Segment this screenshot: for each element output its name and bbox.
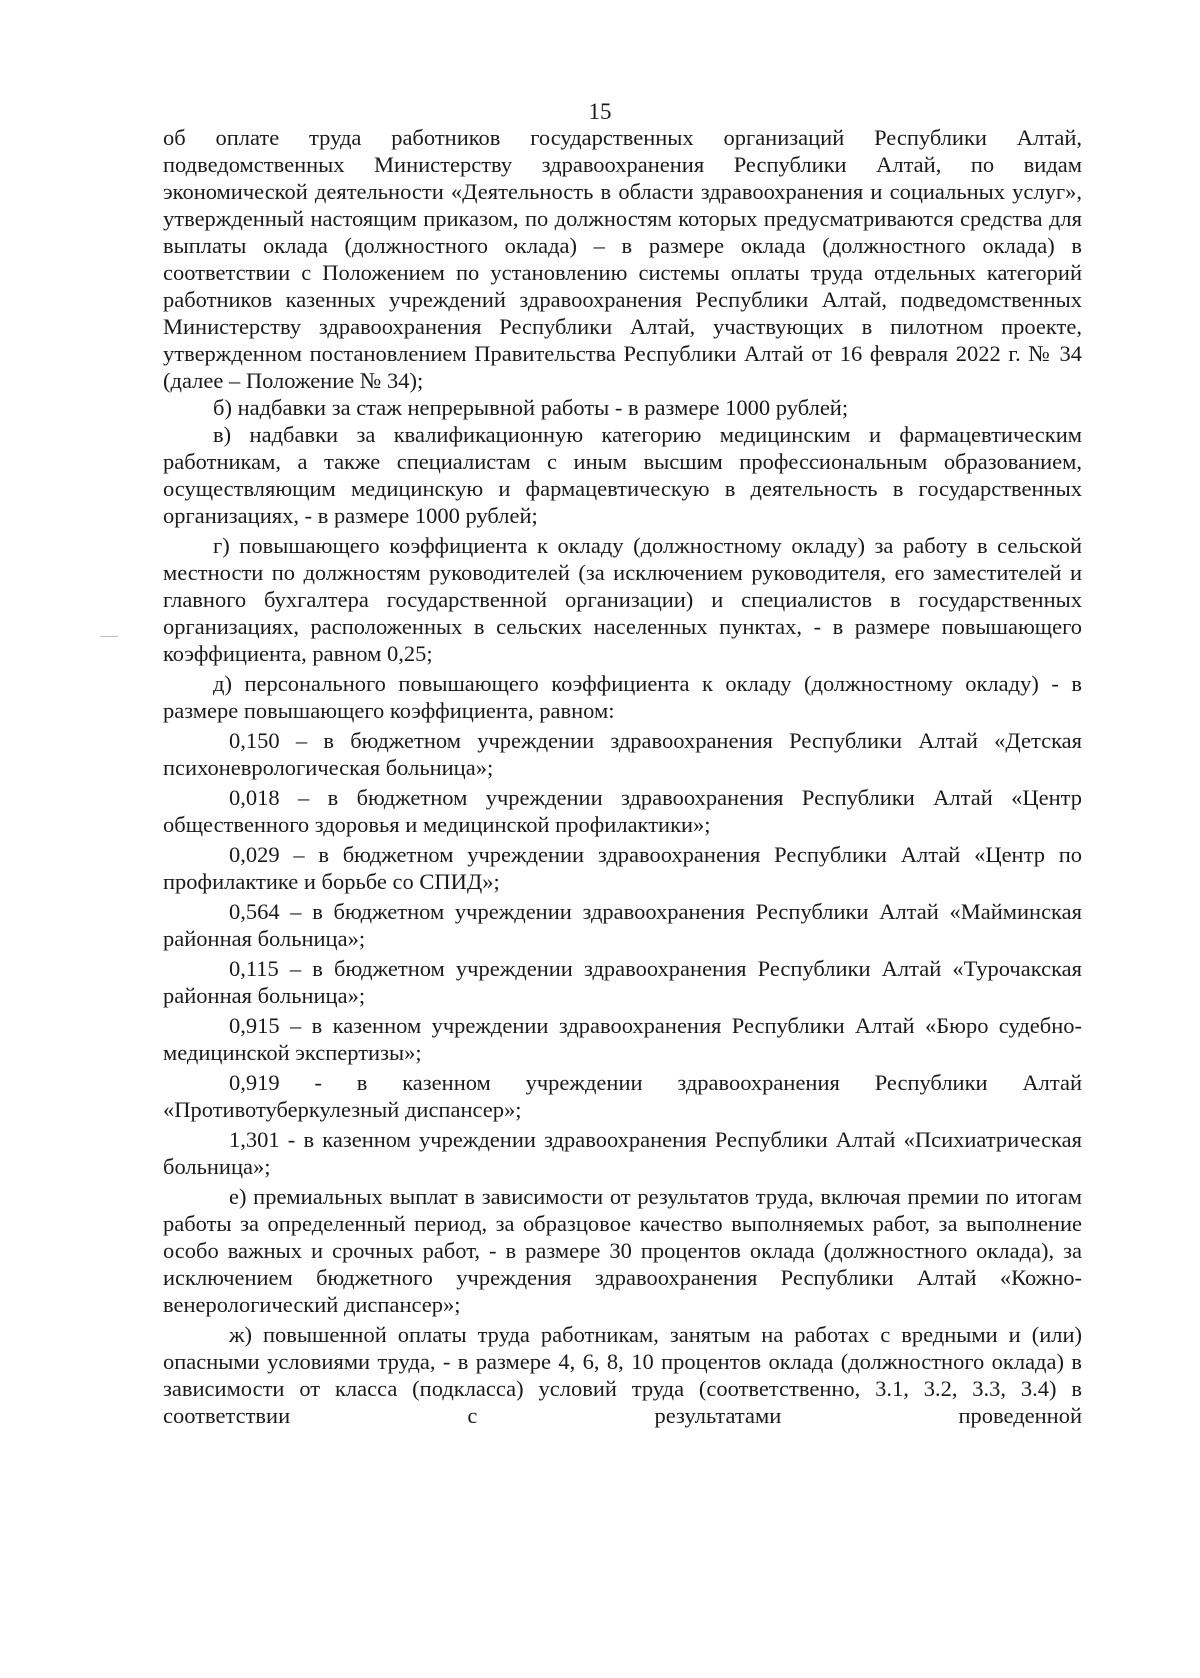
coefficient-item: 0,915 – в казенном учреждении здравоохранения Республики Алтай «Бюро судебно-медицинской экспертизы»;	[163, 1013, 1082, 1065]
paragraph-item-d: д) персонального повышающего коэффициента к окладу (должностному окладу) - в размере повышающего коэффициента, равном:	[163, 671, 1082, 723]
paragraph-continuation: об оплате труда работников государственных организаций Республики Алтай, подведомственных Министерству здравоохранения Республики Алтай, по видам экономической деятельности «Деятельность в области здравоохранения и социальных услуг», утвержденный настоящим приказом, по должностям которых предусматриваются средства для выплаты оклада (должностного оклада) – в размере оклада (должностного оклада) в соответствии с Положением по установлению системы оплаты труда отдельных категорий работников казенных учреждений здравоохранения Республики Алтай, подведомственных Министерству здравоохранения Республики Алтай, участвующих в пилотном проекте, утвержденном постановлением Правительства Республики Алтай от 16 февраля 2022 г. № 34 (далее – Положение № 34);	[163, 125, 1082, 393]
coefficient-item: 0,018 – в бюджетном учреждении здравоохранения Республики Алтай «Центр общественного здоровья и медицинской профилактики»;	[163, 785, 1082, 837]
page-number: 15	[588, 99, 612, 124]
coefficient-item: 0,115 – в бюджетном учреждении здравоохранения Республики Алтай «Турочакская районная больница»;	[163, 956, 1082, 1008]
paragraph-item-g: г) повышающего коэффициента к окладу (должностному окладу) за работу в сельской местности по должностям руководителей (за исключением руководителя, его заместителей и главного бухгалтера государственной организации) и специалистов в государственных организациях, расположенных в сельских населенных пунктах, - в размере повышающего коэффициента, равном 0,25;	[163, 533, 1082, 666]
paragraph-item-e: е) премиальных выплат в зависимости от результатов труда, включая премии по итогам работы за определенный период, за образцовое качество выполняемых работ, за выполнение особо важных и срочных работ, - в размере 30 процентов оклада (должностного оклада), за исключением бюджетного учреждения здравоохранения Республики Алтай «Кожно-венерологический диспансер»;	[163, 1184, 1082, 1317]
coefficient-item: 0,150 – в бюджетном учреждении здравоохранения Республики Алтай «Детская психоневрологическая больница»;	[163, 728, 1082, 780]
coefficient-item: 0,029 – в бюджетном учреждении здравоохранения Республики Алтай «Центр по профилактике и борьбе со СПИД»;	[163, 842, 1082, 894]
coefficient-item: 1,301 - в казенном учреждении здравоохранения Республики Алтай «Психиатрическая больница»;	[163, 1127, 1082, 1179]
paragraph-item-b: б) надбавки за стаж непрерывной работы - в размере 1000 рублей;	[213, 395, 849, 420]
coefficient-item: 0,919 - в казенном учреждении здравоохранения Республики Алтай «Противотуберкулезный диспансер»;	[163, 1070, 1082, 1122]
coefficient-item: 0,564 – в бюджетном учреждении здравоохранения Республики Алтай «Майминская районная больница»;	[163, 899, 1082, 951]
paragraph-item-zh: ж) повышенной оплаты труда работникам, занятым на работах с вредными и (или) опасными условиями труда, - в размере 4, 6, 8, 10 процентов оклада (должностного оклада) в зависимости от класса (подкласса) условий труда (соответственно, 3.1, 3.2, 3.3, 3.4) в соответствии с результатами проведенной	[163, 1322, 1082, 1428]
paragraph-item-v: в) надбавки за квалификационную категорию медицинским и фармацевтическим работникам, а также специалистам с иным высшим профессиональным образованием, осуществляющим медицинскую и фармацевтическую в деятельность в государственных организациях, - в размере 1000 рублей;	[163, 422, 1082, 528]
document-body	[163, 124, 1082, 1429]
scan-artifact-line	[100, 636, 118, 637]
